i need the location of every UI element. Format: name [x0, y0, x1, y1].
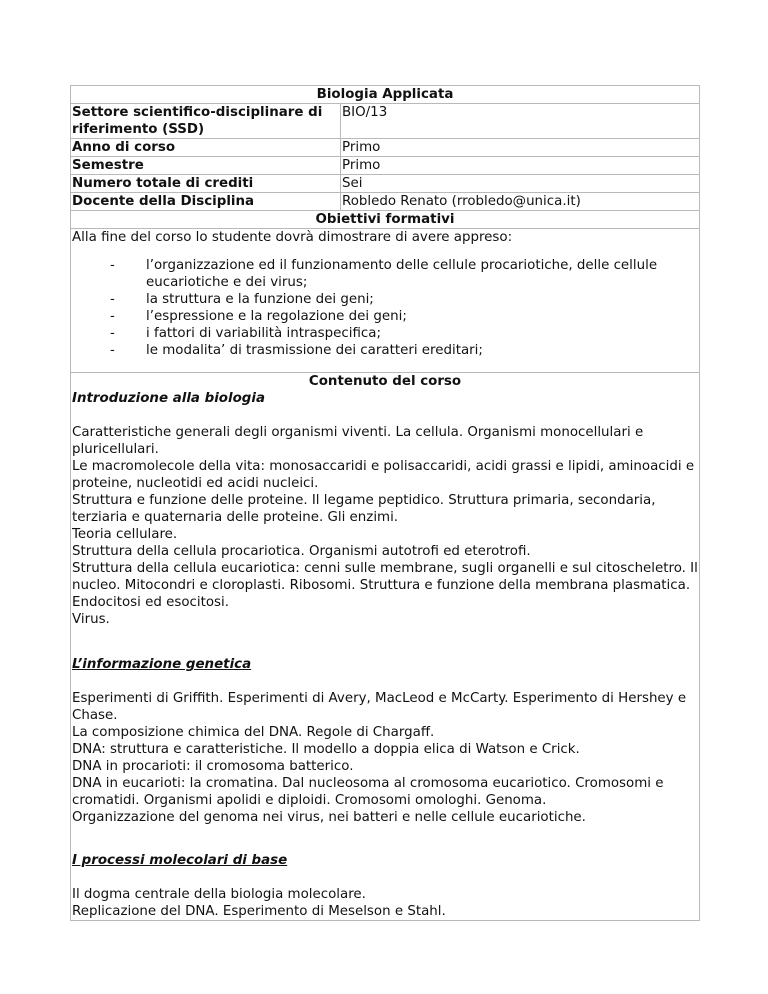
list-item: - le modalita’ di trasmissione dei caratteri ereditari; [110, 342, 698, 359]
section-line: Struttura e funzione delle proteine. Il legame peptidico. Struttura primaria, secondaria, terziaria e quaternaria delle proteine. Gli enzimi. [72, 493, 656, 525]
list-item: - l’organizzazione ed il funzionamento delle cellule procariotiche, delle cellule eucariotiche e dei virus; [110, 257, 698, 291]
section-line: Teoria cellulare. [72, 527, 178, 542]
contenuto-cell [71, 373, 700, 921]
obiettivi-intro: Alla fine del corso lo studente dovrà dimostrare di avere appreso: [72, 230, 513, 245]
info-label-anno: Anno di corso [71, 139, 341, 157]
obiettivi-heading: Obiettivi formativi [71, 211, 700, 229]
section-line: La composizione chimica del DNA. Regole di Chargaff. [72, 725, 435, 740]
info-value-docente: Robledo Renato (rrobledo@unica.it) [341, 193, 700, 211]
syllabus-document [70, 85, 699, 921]
section-line: DNA in eucarioti: la cromatina. Dal nucleosoma al cromosoma eucariotico. Cromosomi e cromatidi. Organismi apolidi e diploidi. Cromosomi omologhi. Genoma. [72, 776, 664, 808]
section-line: DNA in procarioti: il cromosoma batterico. [72, 759, 354, 774]
info-label-docente: Docente della Disciplina [71, 193, 341, 211]
section-line: Esperimenti di Griffith. Esperimenti di Avery, MacLeod e McCarty. Esperimento di Hershey e Chase. [72, 691, 687, 723]
syllabus-table [70, 85, 700, 921]
list-item: - l’espressione e la regolazione dei geni; [110, 308, 698, 325]
course-title: Biologia Applicata [71, 86, 700, 104]
section-line: Le macromolecole della vita: monosaccaridi e polisaccaridi, acidi grassi e lipidi, aminoacidi e proteine, nucleotidi ed acidi nucleici. [72, 459, 695, 491]
info-label-crediti: Numero totale di crediti [71, 175, 341, 193]
section-line: Organizzazione del genoma nei virus, nei batteri e nelle cellule eucariotiche. [72, 810, 586, 825]
list-item: - la struttura e la funzione dei geni; [110, 291, 698, 308]
section-line: Struttura della cellula eucariotica: cenni sulle membrane, sugli organelli e sul citoscheletro. Il nucleo. Mitocondri e cloroplasti. Ribosomi. Struttura e funzione della membrana plasmatica. Endocitosi ed esocitosi. [72, 561, 698, 610]
info-value-ssd: BIO/13 [341, 104, 700, 139]
info-label-semestre: Semestre [71, 157, 341, 175]
info-value-anno: Primo [341, 139, 700, 157]
obiettivi-list [72, 257, 698, 359]
section-title: L’informazione genetica [72, 657, 252, 672]
section-line: Replicazione del DNA. Esperimento di Meselson e Stahl. [72, 904, 446, 919]
section-line: Virus. [72, 612, 110, 627]
section-line: Struttura della cellula procariotica. Organismi autotrofi ed eterotrofi. [72, 544, 531, 559]
section-title: I processi molecolari di base [72, 853, 288, 868]
info-value-semestre: Primo [341, 157, 700, 175]
section-line: Caratteristiche generali degli organismi viventi. La cellula. Organismi monocellulari e pluricellulari. [72, 425, 644, 457]
list-item: - i fattori di variabilità intraspecifica; [110, 325, 698, 342]
section-title: Introduzione alla biologia [72, 391, 265, 406]
obiettivi-cell [71, 229, 700, 373]
contenuto-heading: Contenuto del corso [308, 374, 462, 389]
section-line: DNA: struttura e caratteristiche. Il modello a doppia elica di Watson e Crick. [72, 742, 580, 757]
info-value-crediti: Sei [341, 175, 700, 193]
info-label-ssd: Settore scientifico-disciplinare di riferimento (SSD) [71, 104, 341, 139]
section-line: Il dogma centrale della biologia molecolare. [72, 887, 366, 902]
